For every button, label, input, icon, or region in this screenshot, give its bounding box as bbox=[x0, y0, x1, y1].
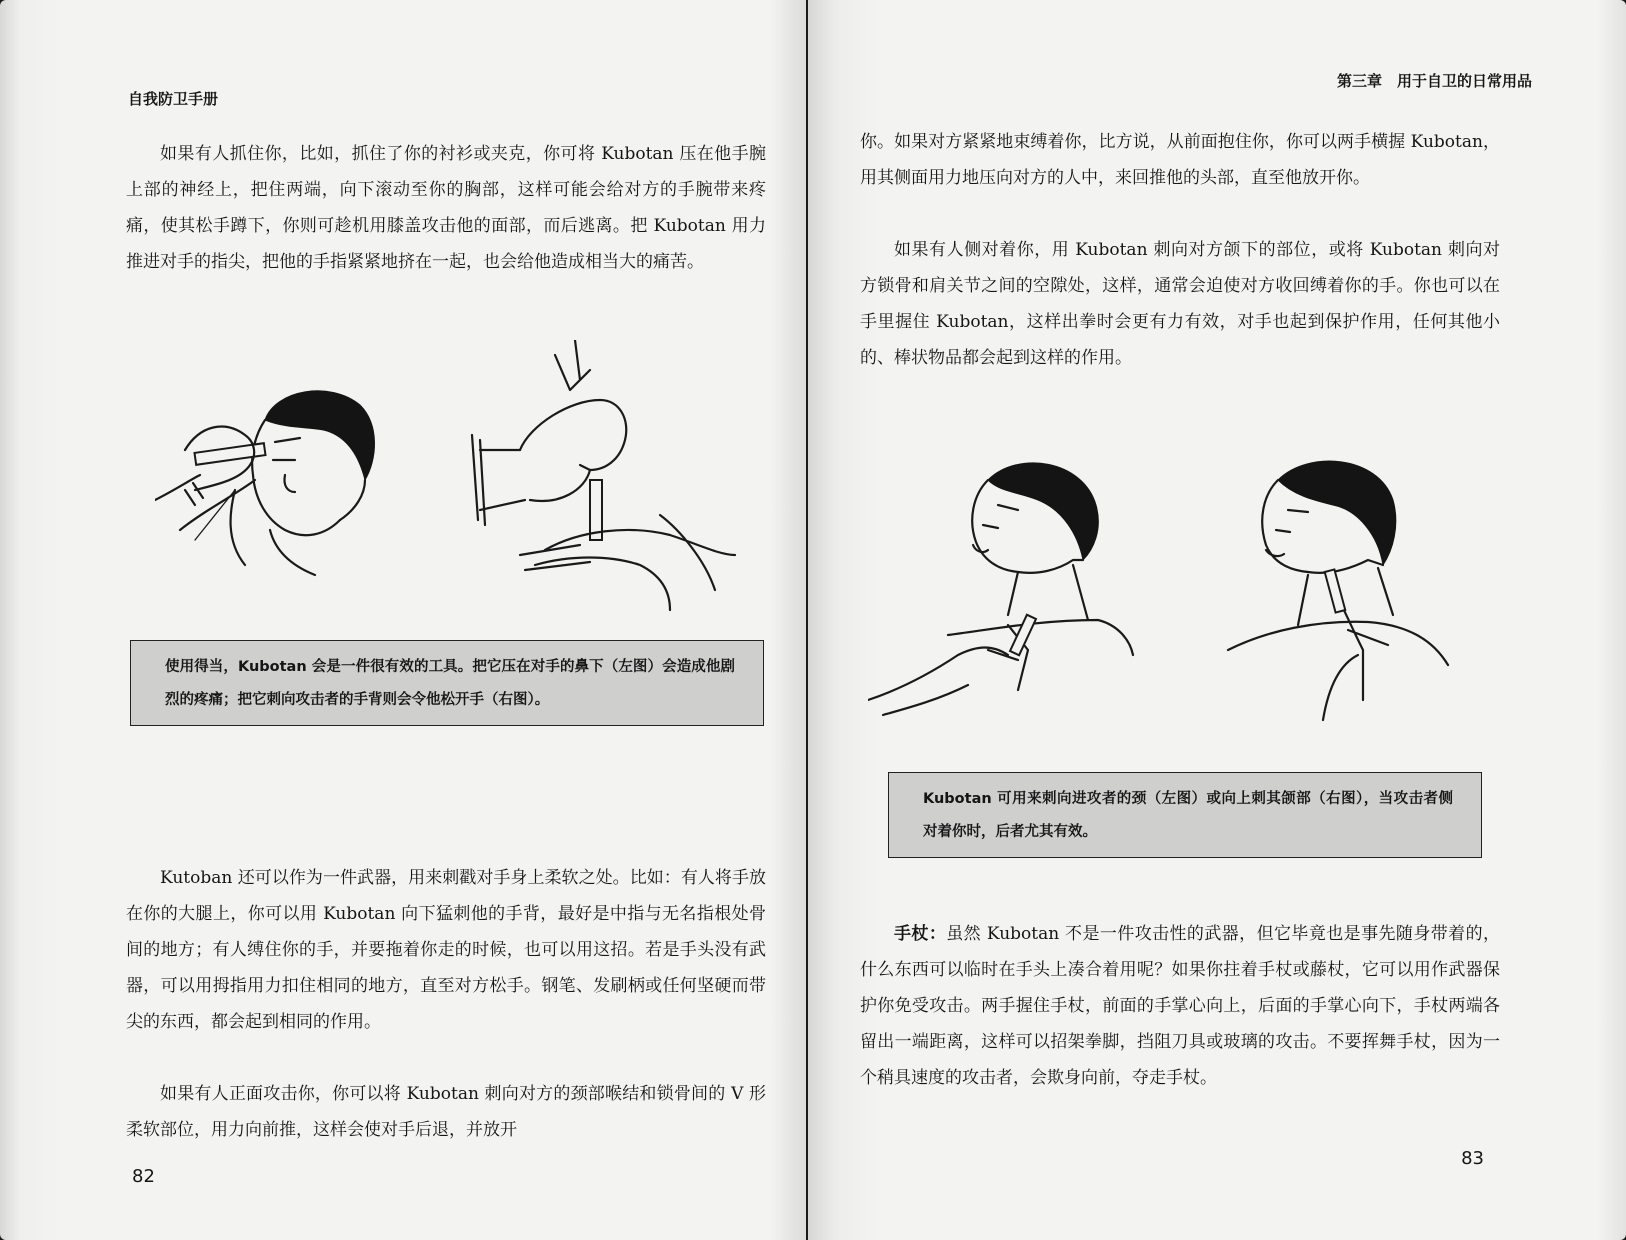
paragraph-right-2: 如果有人侧对着你，用 Kubotan 刺向对方颌下的部位，或将 Kubotan 刺向对方锁骨和肩关节之间的空隙处，这样，通常会迫使对方收回缚着你的手。你也可以在手里握住 Kubotan，这样出拳时会更有力有效，对手也起到保护作用，任何其他小的、棒状物品都会起到这样的作用。 bbox=[860, 240, 1500, 368]
illustration-neck-stab bbox=[868, 450, 1138, 730]
cane-text: 虽然 Kubotan 不是一件攻击性的武器，但它毕竟也是事先随身带着的，什么东西可以临时在手头上凑合着用呢？如果你拄着手杖或藤杖，它可以用作武器保护你免受攻击。两手握住手杖，前面的手掌心向上，后面的手掌心向下，手杖两端各留出一端距离，这样可以招架拳脚，挡阻刀具或玻璃的攻击。不要挥舞手杖，因为一个稍具速度的攻击者，会欺身向前，夺走手杖。 bbox=[860, 924, 1500, 1088]
left-page bbox=[0, 0, 806, 1240]
page-number-left: 82 bbox=[132, 1166, 155, 1187]
right-page bbox=[808, 0, 1626, 1240]
caption-left: 使用得当，Kubotan 会是一件很有效的工具。把它压在对手的鼻下（左图）会造成他剧烈的疼痛；把它刺向攻击者的手背则会令他松开手（右图）。 bbox=[130, 640, 764, 726]
illustration-hand-stab bbox=[460, 340, 760, 620]
illustration-nose-press bbox=[155, 380, 405, 580]
running-head-right: 第三章 用于自卫的日常用品 bbox=[1336, 72, 1532, 90]
page-number-right: 83 bbox=[1461, 1148, 1484, 1169]
paragraph-right-1: 你。如果对方紧紧地束缚着你，比方说，从前面抱住你，你可以两手横握 Kubotan，用其侧面用力地压向对方的人中，来回推他的头部，直至他放开你。 bbox=[860, 132, 1500, 188]
cane-lead: 手杖： bbox=[894, 924, 947, 944]
paragraph-right-3 bbox=[860, 916, 1500, 1096]
running-head-left: 自我防卫手册 bbox=[128, 90, 219, 108]
caption-right: Kubotan 可用来刺向进攻者的颈（左图）或向上刺其颌部（右图），当攻击者侧对着你时，后者尤其有效。 bbox=[888, 772, 1482, 858]
paragraph-left-1: 如果有人抓住你，比如，抓住了你的衬衫或夹克，你可将 Kubotan 压在他手腕上部的神经上，把住两端，向下滚动至你的胸部，这样可能会给对方的手腕带来疼痛，使其松手蹲下，你则可趁机用膝盖攻击他的面部，而后逃离。把 Kubotan 用力推进对手的指尖，把他的手指紧紧地挤在一起，也会给他造成相当大的痛苦。 bbox=[126, 144, 766, 272]
paragraph-left-3: 如果有人正面攻击你，你可以将 Kubotan 刺向对方的颈部喉结和锁骨间的 V 形柔软部位，用力向前推，这样会使对手后退，并放开 bbox=[126, 1084, 766, 1140]
paragraph-left-2: Kutoban 还可以作为一件武器，用来刺戳对手身上柔软之处。比如：有人将手放在你的大腿上，你可以用 Kubotan 向下猛刺他的手背，最好是中指与无名指根处骨间的地方；有人缚住你的手，并要拖着你走的时候，也可以用这招。若是手头没有武器，可以用拇指用力扣住相同的地方，直至对方松手。钢笔、发刷柄或任何坚硬而带尖的东西，都会起到相同的作用。 bbox=[126, 868, 766, 1032]
illustration-jaw-stab bbox=[1218, 450, 1478, 730]
